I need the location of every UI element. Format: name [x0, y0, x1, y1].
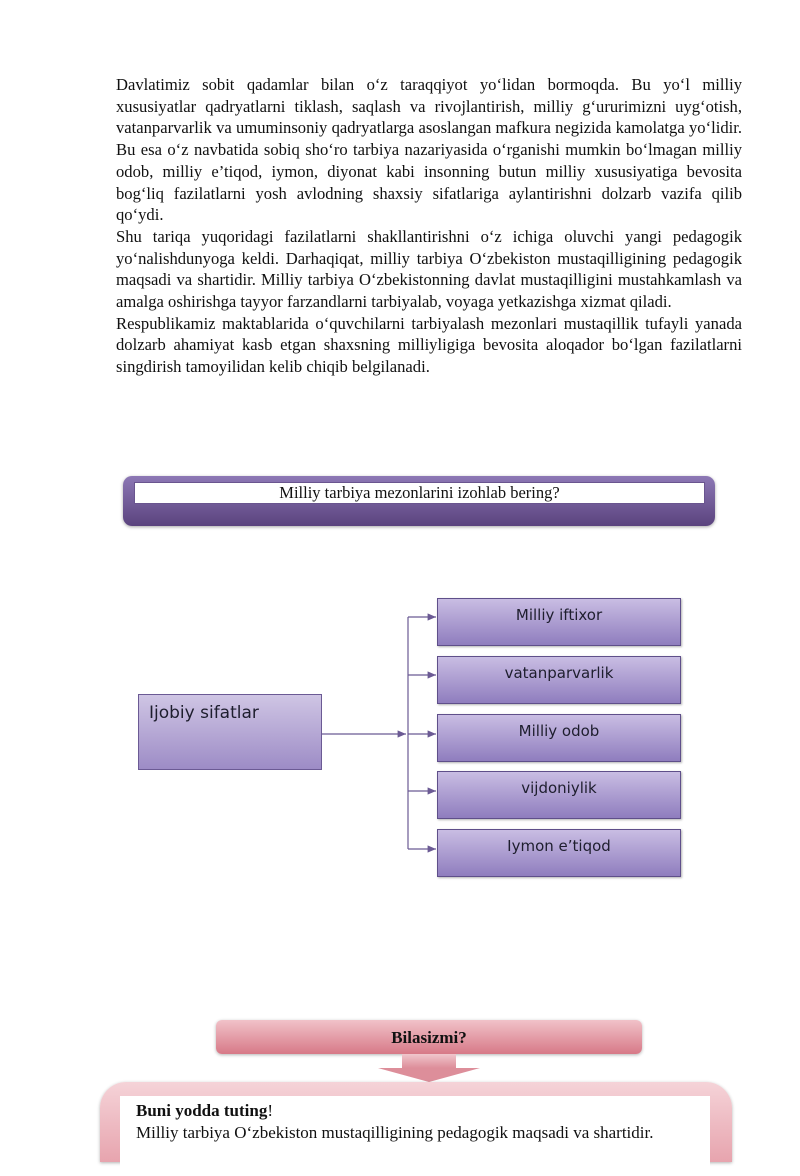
- target-node-vijdoniylik: vijdoniylik: [437, 771, 681, 819]
- target-node-vatanparvarlik: vatanparvarlik: [437, 656, 681, 704]
- note-title: [136, 1100, 273, 1122]
- note-line: Milliy tarbiya O‘zbekiston mustaqilligining pedagogik maqsadi va shartidir.: [136, 1123, 654, 1142]
- paragraph-2: Shu tariqa yuqoridagi fazilatlarni shakllantirishni o‘z ichiga oluvchi yangi pedagogik yo‘nalishdunyoga keldi. Darhaqiqat, milliy tarbiya O‘zbekiston mustaqilligining pedagogik maqsadi va shartidir. Milliy tarbiya O‘zbekistonning davlat mustaqilligini mustahkamlash va amalga oshirishga tayyor farzandlarni tarbiyalab, voyaga yetkazishga xizmat qiladi.: [116, 226, 742, 312]
- note-box: [100, 1082, 732, 1162]
- question-text: Milliy tarbiya mezonlarini izohlab bering?: [134, 482, 705, 504]
- down-arrow-icon: [378, 1068, 480, 1082]
- note-title-text: Buni yodda tuting: [136, 1101, 268, 1120]
- source-node: Ijobiy sifatlar: [138, 694, 322, 770]
- target-node-milliy-iftixor: Milliy iftixor: [437, 598, 681, 646]
- bilasizmi-banner: Bilasizmi?: [216, 1020, 642, 1054]
- note-title-punct: !: [267, 1101, 274, 1120]
- target-node-iymon-etiqod: Iymon e’tiqod: [437, 829, 681, 877]
- target-node-milliy-odob: Milliy odob: [437, 714, 681, 762]
- paragraph-3: Respublikamiz maktablarida o‘quvchilarni tarbiyalash mezonlari mustaqillik tufayli yanada dolzarb ahamiyat kasb etgan shaxsning milliyligiga bevosita aloqador bo‘lgan fazilatlarni singdirish tamoyilidan kelib chiqib belgilanadi.: [116, 313, 742, 377]
- paragraph-1: Davlatimiz sobit qadamlar bilan o‘z taraqqiyot yo‘lidan bormoqda. Bu yo‘l milliy xususiyatlar qadryatlarni tiklash, saqlash va rivojlantirish, milliy g‘ururimizni uyg‘otish, vatanparvarlik va umuminsoniy qadryatlarga asoslangan mafkura negizida kamolatga yo‘lidir. Bu esa o‘z navbatida sobiq sho‘ro tarbiya nazariyasida o‘rganishi mumkin bo‘lmagan milliy odob, milliy e’tiqod, iymon, diyonat kabi insonning butun milliy xususiyatiga bevosita bog‘liq fazilatlarni yosh avlodning shaxsiy sifatlariga aylantirishni dolzarb vazifa qilib qo‘ydi.: [116, 75, 742, 225]
- down-arrow-stem: [402, 1054, 456, 1068]
